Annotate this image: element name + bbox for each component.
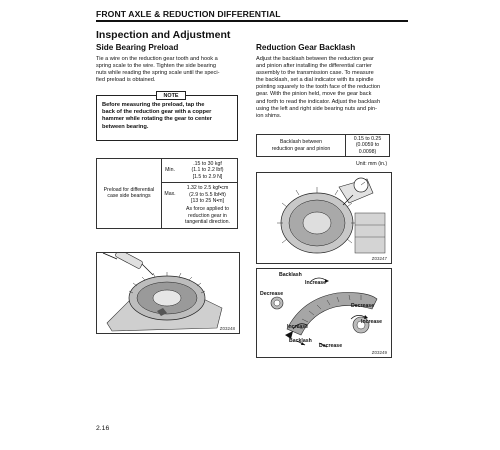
- max-note-line: tangential direction.: [185, 219, 230, 226]
- paragraph-line: assembly to the transmission case. To measure: [256, 70, 374, 77]
- row-label-line: Preload for differential: [103, 186, 155, 193]
- note-line: back of the reduction gear with a copper: [102, 109, 212, 116]
- max-note-line: reduction gear in: [188, 212, 227, 219]
- paragraph-line: ion shims.: [256, 112, 282, 119]
- min-line: (1.1 to 2.2 lbf): [191, 167, 224, 174]
- paragraph-line: Adjust the backlash between the reduction gear: [256, 56, 374, 62]
- figure-id: Z03247: [371, 256, 387, 261]
- paragraph-line: using the left and right side bearing nuts and pin-: [256, 105, 377, 112]
- note-line: Before measuring the preload, tap the: [102, 102, 205, 108]
- row-label-line: case side bearings: [107, 193, 151, 200]
- note-label: NOTE: [156, 91, 186, 100]
- min-values: [178, 159, 238, 183]
- backlash-paragraph: [256, 56, 402, 120]
- backlash-value-line: 0.0098): [358, 148, 377, 155]
- backlash-value-line: (0.0059 to: [355, 142, 380, 149]
- reduction-gear-backlash-heading: Reduction Gear Backlash: [256, 43, 356, 52]
- note-line: hammer while rotating the gear to center: [102, 116, 212, 123]
- note-text: [102, 102, 234, 131]
- page-number: 2.16: [96, 425, 110, 432]
- decrease-label-bottom: Decrease: [319, 343, 343, 349]
- backlash-label-top: Backlash: [279, 272, 302, 278]
- backlash-label-bottom: Backlash: [289, 338, 312, 344]
- backlash-label-line: Backlash between: [279, 139, 323, 146]
- gear-and-spring-scale-illustration: [97, 253, 239, 333]
- max-note-line: As force applied to: [186, 206, 229, 213]
- min-line: [1.5 to 2.9 N]: [192, 173, 223, 180]
- backlash-label: [257, 135, 346, 157]
- page-header-title: FRONT AXLE & REDUCTION DIFFERENTIAL: [96, 9, 281, 19]
- header-rule: [96, 20, 408, 22]
- backlash-adjustment-diagram: [256, 268, 392, 358]
- paragraph-line: the backlash, set a dial indicator with its spindle: [256, 77, 374, 84]
- side-bearing-preload-heading: Side Bearing Preload: [96, 43, 179, 52]
- paragraph-line: nuts while reading the spring scale until the speci-: [96, 70, 220, 77]
- max-label: Max.: [162, 183, 179, 228]
- min-line: .15 to 30 kgf: [193, 161, 222, 167]
- preload-measurement-figure: [96, 252, 240, 334]
- increase-label-left: Increase: [287, 324, 309, 330]
- paragraph-line: and forth to read the indicator. Adjust the backlash: [256, 98, 381, 105]
- backlash-value: [346, 135, 390, 157]
- backlash-spec-table: [256, 134, 390, 157]
- backlash-value-line: 0.15 to 0.25: [353, 136, 382, 142]
- side-bearing-paragraph: [96, 56, 241, 84]
- differential-with-dial-indicator-illustration: [257, 173, 391, 263]
- paragraph-line: gear. With the pinion held, move the gear back: [256, 91, 372, 98]
- max-line: (2.9 to 5.5 lbf•ft): [189, 191, 226, 198]
- preload-spec-table: [96, 158, 238, 229]
- paragraph-line: and pinion after installing the differential carrier: [256, 63, 372, 70]
- paragraph-line: fied preload is obtained.: [96, 77, 156, 84]
- paragraph-line: pointing squarely to the tooth face of the reduction: [256, 84, 381, 91]
- note-line: between bearing.: [102, 123, 149, 130]
- increase-label-top: Increase: [305, 280, 327, 286]
- backlash-label-line: reduction gear and pinion: [271, 145, 331, 152]
- increase-label-right: Increase: [361, 319, 383, 325]
- min-label: Min.: [162, 159, 179, 183]
- decrease-label-right: Decrease: [351, 303, 375, 309]
- section-title: Inspection and Adjustment: [96, 29, 231, 41]
- max-values: [178, 183, 238, 228]
- figure-id: Z03249: [371, 350, 387, 355]
- unit-note: Unit: mm (in.): [356, 161, 388, 167]
- paragraph-line: spring scale to the wire. Tighten the side bearing: [96, 63, 217, 70]
- paragraph-line: Tie a wire on the reduction gear tooth and hook a: [96, 56, 218, 62]
- max-line: 1.32 to 2.5 kgf•cm: [186, 185, 229, 192]
- max-line: [13 to 25 N•m]: [191, 198, 224, 205]
- decrease-label-left: Decrease: [260, 291, 284, 297]
- figure-id: Z03248: [219, 326, 235, 331]
- preload-row-label: [97, 159, 162, 229]
- dial-indicator-figure: [256, 172, 392, 264]
